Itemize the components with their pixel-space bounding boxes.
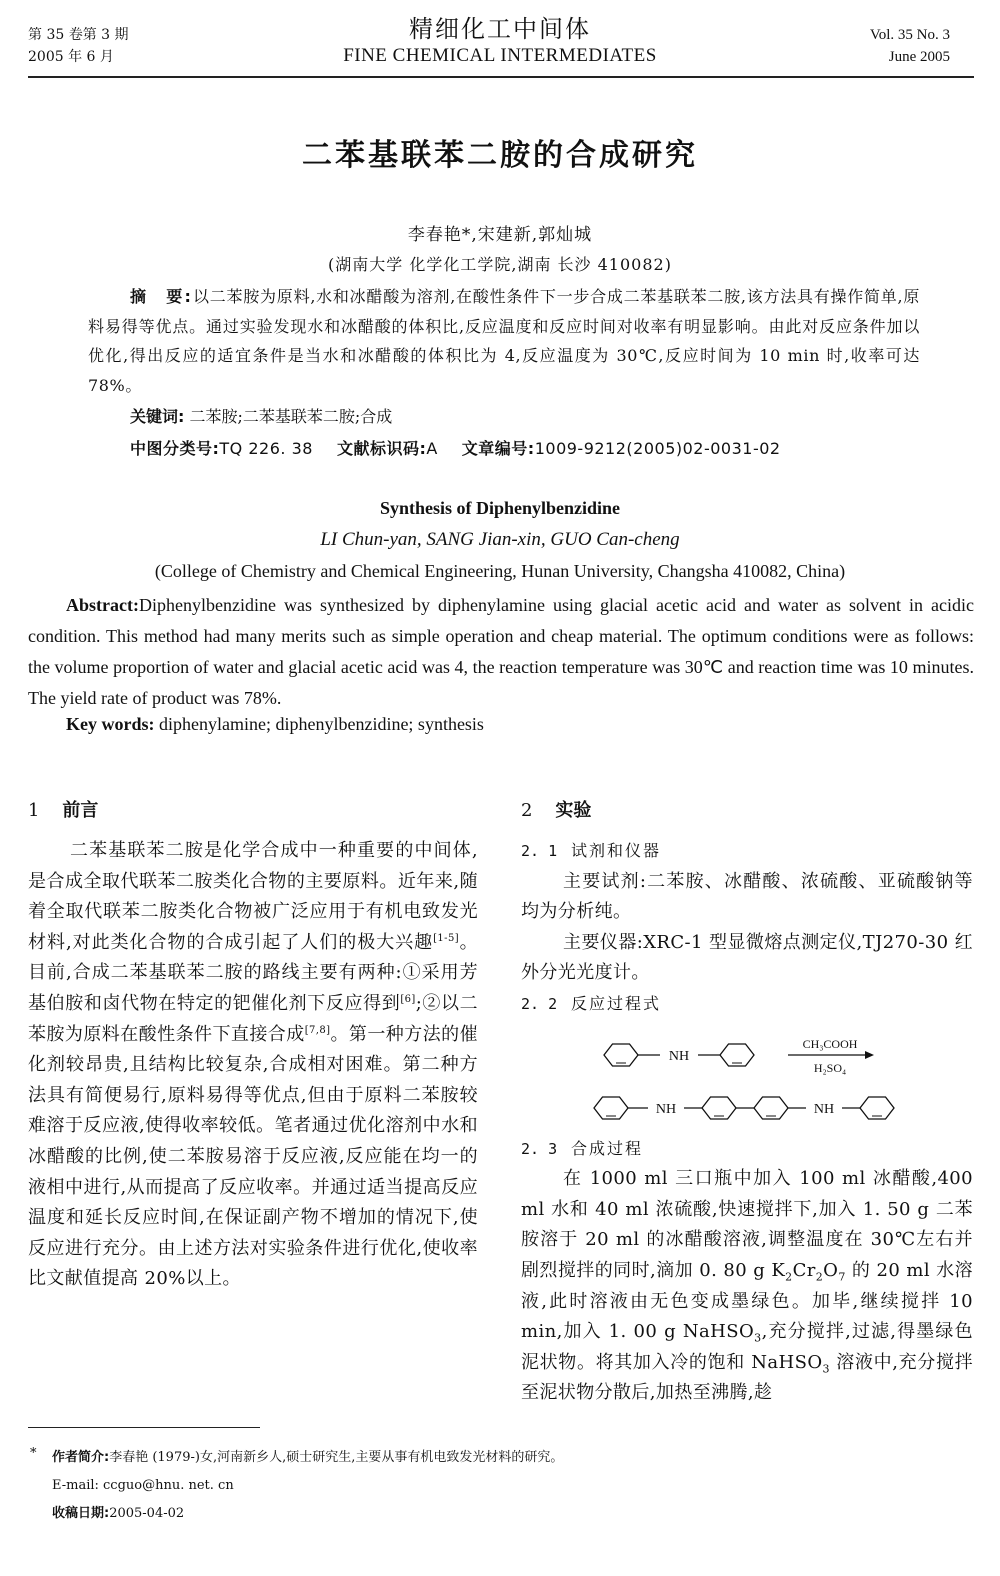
footnote-rule	[28, 1427, 260, 1428]
english-title: Synthesis of Diphenylbenzidine	[379, 498, 621, 518]
contact-email: E-mail: ccguo@hnu. net. cn	[52, 1478, 234, 1493]
section-1-heading	[28, 796, 98, 822]
author-list: 李春艳*,宋建新,郭灿城	[407, 225, 593, 245]
nh-label: NH	[813, 1102, 835, 1117]
english-abstract-label: Abstract:	[66, 595, 139, 615]
section-2-number: 2	[521, 800, 533, 821]
journal-name-cn: 精细化工中间体	[409, 15, 591, 43]
english-affiliation: (College of Chemistry and Chemical Engineering, Hunan University, Changsha 410082, China)	[154, 561, 846, 581]
affiliation: (湖南大学 化学化工学院,湖南 长沙 410082)	[328, 255, 672, 274]
subsection-2-1	[521, 836, 973, 867]
journal-name	[0, 14, 1000, 68]
english-abstract-text: Diphenylbenzidine was synthesized by diphenylamine using glacial acetic acid and water as solvent in acidic condition. This method had many merits such as simple operation and cheap material. The optimum conditions were as follows: the volume proportion of water and glacial acetic acid was 4, the reaction temperature was 30℃ and reaction time was 10 minutes. The yield rate of product was 78%.	[28, 595, 974, 708]
nh-label: NH	[668, 1049, 690, 1064]
reagent-label-top: CH₃COOH	[802, 1037, 858, 1051]
clc-value: TQ 226. 38	[219, 439, 313, 458]
section-2-title: 实验	[555, 800, 592, 821]
section-2-heading	[521, 796, 591, 822]
issue-info-en	[870, 24, 950, 68]
english-abstract	[28, 590, 974, 714]
english-authors: LI Chun-yan, SANG Jian-xin, GUO Can-cheng	[320, 529, 680, 550]
article-id-value: 1009-9212(2005)02-0031-02	[534, 439, 781, 458]
received-date-value: 2005-04-02	[109, 1506, 185, 1521]
citation-6: [6]	[400, 993, 416, 1005]
reagents-paragraph: 主要试剂:二苯胺、冰醋酸、浓硫酸、亚硫酸钠等均为分析纯。	[521, 870, 973, 923]
header-rule	[28, 76, 974, 78]
footnote-marker: *	[30, 1446, 37, 1461]
section-1-number: 1	[28, 800, 40, 821]
volume-issue: 第 35 卷第 3 期	[28, 27, 129, 43]
article-id-label: 文章编号:	[461, 439, 535, 458]
diphenylbenzidine-structure	[594, 1097, 894, 1119]
english-keywords-text: diphenylamine; diphenylbenzidine; synthesis	[154, 714, 484, 734]
subsection-2-2-number: 2. 2	[521, 994, 558, 1013]
subsection-2-1-title: 试剂和仪器	[571, 841, 662, 860]
keywords-text: 二苯胺;二苯基联苯二胺;合成	[184, 407, 393, 426]
footnote	[52, 1444, 563, 1528]
reaction-scheme	[560, 1030, 970, 1140]
journal-name-en: FINE CHEMICAL INTERMEDIATES	[343, 45, 657, 66]
subsection-2-2-title: 反应过程式	[571, 993, 662, 1013]
reaction-arrow	[788, 1051, 874, 1059]
left-column	[28, 826, 478, 1295]
issue-date: 2005 年 6 月	[28, 49, 114, 65]
paper-title: 二苯基联苯二胺的合成研究	[302, 138, 698, 173]
issue-date-en: June 2005	[888, 49, 950, 65]
clc-label: 中图分类号:	[130, 439, 220, 458]
keywords-cn	[130, 404, 392, 427]
english-keywords-label: Key words:	[66, 714, 155, 734]
citation-7-8: [7,8]	[304, 1024, 331, 1036]
abstract-label: 摘 要:	[130, 287, 193, 306]
citation-1-5: [1-5]	[433, 932, 460, 944]
subsection-2-3-title: 合成过程	[571, 1138, 644, 1158]
abstract-text: 以二苯胺为原料,水和冰醋酸为溶剂,在酸性条件下一步合成二苯基联苯二胺,该方法具有操作简单,原料易得等优点。通过实验发现水和冰醋酸的体积比,反应温度和反应时间对收率有明显影响。由此对反应条件加以优化,得出反应的适宜条件是当水和冰醋酸的体积比为 4,反应温度为 30℃,反应时间为 10 min 时,收率可达 78%。	[88, 287, 920, 395]
english-keywords	[66, 714, 484, 735]
author-bio-text: 李春艳 (1979-)女,河南新乡人,硕士研究生,主要从事有机电致发光材料的研究。	[109, 1450, 564, 1465]
volume-issue-en: Vol. 35 No. 3	[869, 27, 950, 43]
keywords-label: 关键词:	[130, 407, 185, 426]
nh-label: NH	[655, 1102, 677, 1117]
received-date-label: 收稿日期:	[52, 1506, 110, 1521]
reagent-label-bottom: H₂SO₄	[813, 1061, 847, 1075]
procedure-paragraph: 在 1000 ml 三口瓶中加入 100 ml 冰醋酸,400 ml 水和 40 ml 浓硫酸,快速搅拌下,加入 1. 50 g 二苯胺溶于 20 ml 的冰醋酸溶液,调整温度在 30℃左右并剧烈搅拌的同时,滴加 0. 80 g $K_2Cr_2O_7$ 的 20 ml 水溶液,此时溶液由无色变成墨绿色。加毕,继续搅拌 10 min,加入 1. 00 g NaHSO$_3$,充分搅拌,过滤,得墨绿色泥状物。将其加入冷的饱和 NaHSO$_3$ 溶液中,充分搅拌至泥状物分散后,加热至沸腾,趁	[521, 1168, 974, 1404]
author-bio-label: 作者简介:	[52, 1450, 110, 1465]
intro-paragraph: 二苯基联苯二胺是化学合成中一种重要的中间体,是合成全取代联苯二胺类化合物的主要原料。近年来,随着全取代联苯二胺类化合物被广泛应用于有机电致发光材料,对此类化合物的合成引起了人们的极大兴趣[1-5]。目前,合成二苯基联苯二胺的路线主要有两种:①采用芳基伯胺和卤代物在特定的钯催化剂下反应得到[6];②以二苯胺为原料在酸性条件下直接合成[7,8]。第一种方法的催化剂较昂贵,且结构比较复杂,合成相对困难。第二种方法具有简便易行,原料易得等优点,但由于原料二苯胺较难溶于反应液,使得收率较低。笔者通过优化溶剂中水和冰醋酸的比例,使二苯胺易溶于反应液,反应能在均一的液相中进行,从而提高了反应收率。并通过适当提高反应温度和延长反应时间,在保证副产物不增加的情况下,使反应进行充分。由上述方法对实验条件进行优化,使收率比文献值提高 20%以上。	[28, 840, 478, 1290]
subsection-2-2	[521, 989, 973, 1020]
instruments-paragraph: 主要仪器:XRC-1 型显微熔点测定仪,TJ270-30 红外分光光度计。	[521, 931, 973, 984]
subsection-2-1-number: 2. 1	[521, 842, 558, 860]
classification-line	[130, 436, 781, 459]
abstract-cn	[88, 282, 920, 400]
doc-code-value: A	[426, 439, 438, 458]
subsection-2-3-number: 2. 3	[521, 1139, 558, 1158]
doc-code-label: 文献标识码:	[336, 439, 427, 458]
section-1-title: 前言	[62, 800, 99, 821]
